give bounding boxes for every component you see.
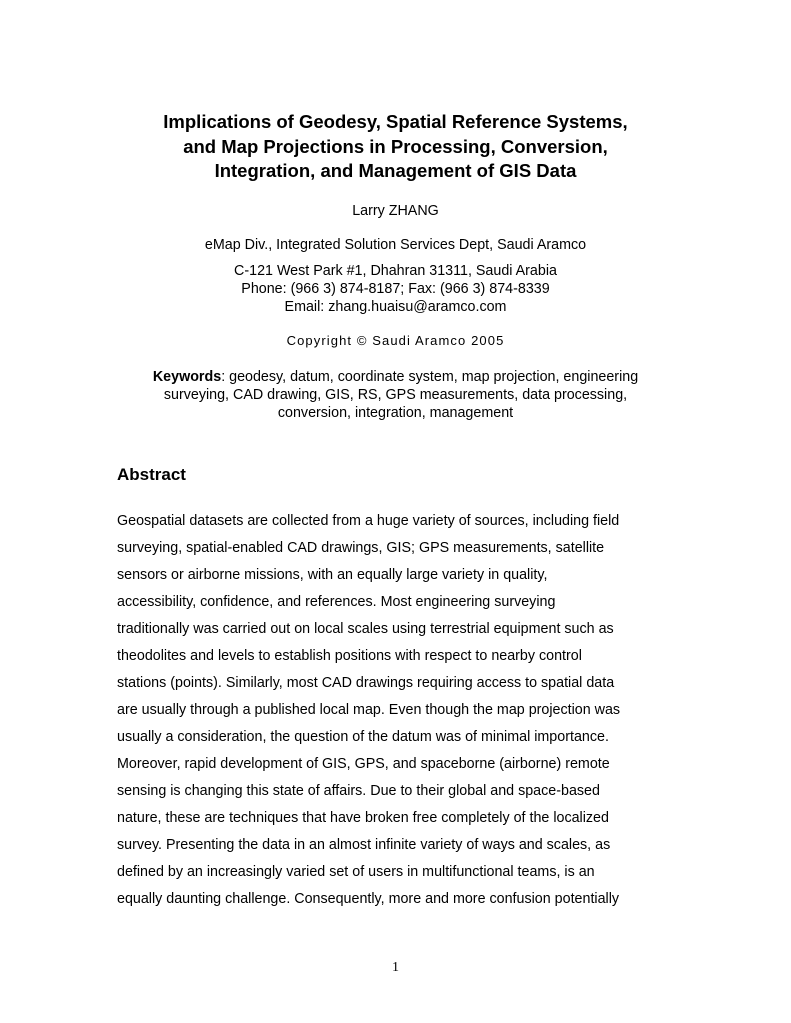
keywords-block — [110, 368, 681, 422]
abstract-line: nature, these are techniques that have broken free completely of the localized — [117, 810, 609, 826]
abstract-line: stations (points). Similarly, most CAD drawings requiring access to spatial data — [117, 675, 615, 691]
abstract-line: survey. Presenting the data in an almost infinite variety of ways and scales, as — [117, 837, 611, 853]
author-address: C-121 West Park #1, Dhahran 31311, Saudi Arabia — [234, 263, 557, 279]
abstract-line: are usually through a published local map. Even though the map projection was — [117, 702, 621, 718]
copyright-notice: Copyright © Saudi Aramco 2005 — [286, 333, 505, 348]
page-number: 1 — [392, 960, 399, 975]
abstract-line: Moreover, rapid development of GIS, GPS, and spaceborne (airborne) remote — [117, 756, 610, 772]
title-line: Implications of Geodesy, Spatial Reference Systems, — [163, 111, 628, 132]
abstract-line: sensing is changing this state of affairs. Due to their global and space-based — [117, 783, 600, 799]
author-name: Larry ZHANG — [352, 203, 439, 219]
abstract-line: accessibility, confidence, and references. Most engineering surveying — [117, 594, 556, 610]
abstract-line: traditionally was carried out on local scales using terrestrial equipment such as — [117, 621, 614, 637]
abstract-line: Geospatial datasets are collected from a huge variety of sources, including field — [117, 513, 620, 529]
title-line: and Map Projections in Processing, Conversion, — [183, 135, 608, 157]
keywords-line: surveying, CAD drawing, GIS, RS, GPS measurements, data processing, — [163, 387, 628, 403]
abstract-line: equally daunting challenge. Consequently, more and more confusion potentially — [117, 891, 620, 907]
keywords-label: Keywords — [152, 369, 222, 385]
author-email: Email: zhang.huaisu@aramco.com — [284, 299, 507, 315]
abstract-line: theodolites and levels to establish positions with respect to nearby control — [117, 648, 582, 664]
keywords-text: : geodesy, datum, coordinate system, map projection, engineering — [221, 369, 639, 385]
keywords-line — [110, 368, 681, 386]
author-phone-fax: Phone: (966 3) 874-8187; Fax: (966 3) 874-8339 — [241, 281, 550, 297]
paper-title — [80, 110, 711, 184]
author-affiliation: eMap Div., Integrated Solution Services Dept, Saudi Aramco — [204, 237, 587, 253]
abstract-line: usually a consideration, the question of the datum was of minimal importance. — [117, 729, 609, 745]
abstract-line: surveying, spatial-enabled CAD drawings, GIS; GPS measurements, satellite — [117, 540, 605, 556]
abstract-line: defined by an increasingly varied set of users in multifunctional teams, is an — [117, 864, 595, 880]
abstract-line: sensors or airborne missions, with an equally large variety in quality, — [117, 567, 548, 583]
keywords-line: conversion, integration, management — [277, 405, 514, 421]
abstract-heading: Abstract — [117, 465, 186, 484]
title-line: Integration, and Management of GIS Data — [214, 160, 577, 181]
abstract-body — [117, 510, 677, 915]
